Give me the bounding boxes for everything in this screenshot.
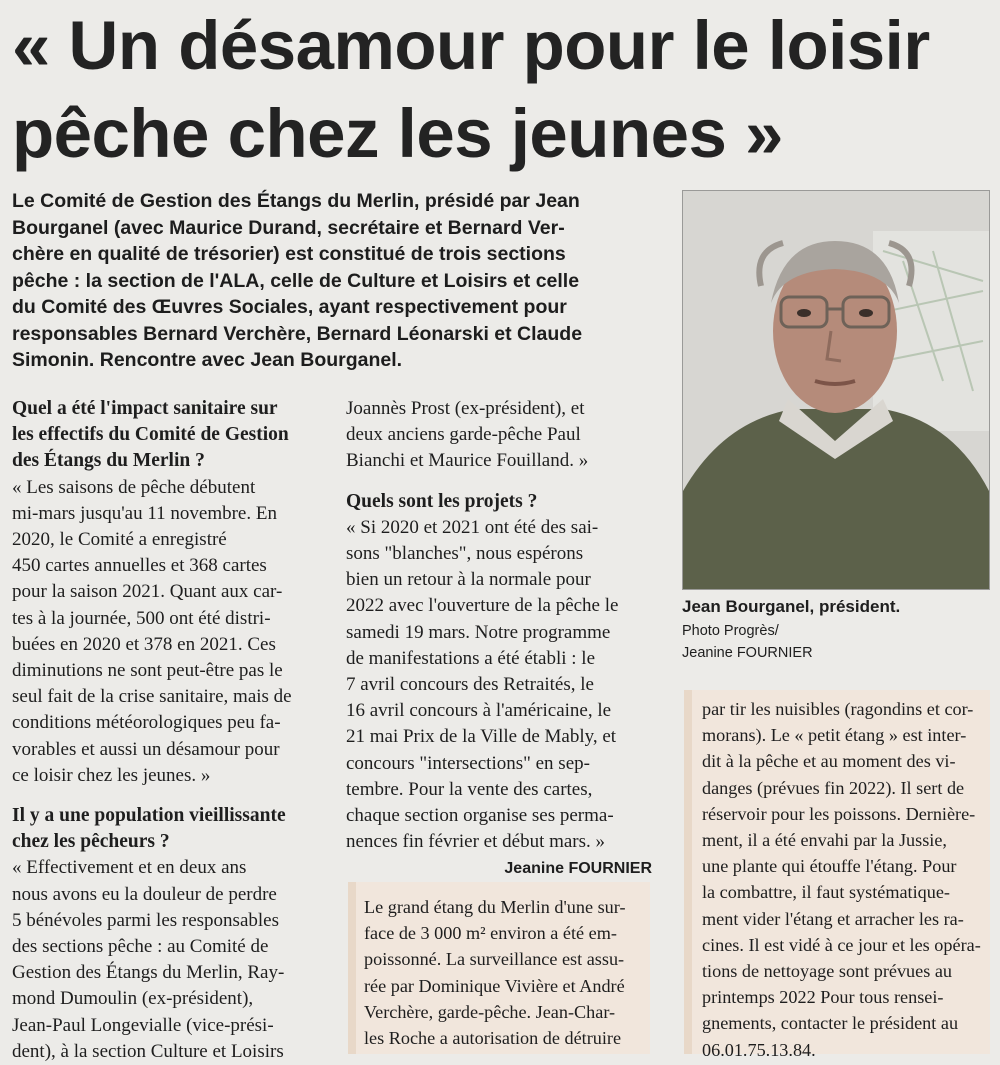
title-line: « Un désamour pour le loisir (12, 7, 930, 84)
question-population (12, 803, 324, 855)
answer-line: « Si 2020 et 2021 ont été des sai- (346, 516, 599, 538)
answer-line: nences fin février et début mars. » (346, 831, 606, 853)
answer-line: tes à la journée, 500 ont été distri- (12, 607, 271, 629)
credit-line: Photo Progrès/ (682, 623, 779, 639)
answer-line: 16 avril concours à l'américaine, le (346, 700, 612, 722)
answer-line: seul fait de la crise sanitaire, mais de (12, 686, 292, 708)
box-accent-bar (348, 882, 356, 1054)
answer-line: bien un retour à la normale pour (346, 569, 591, 591)
box-line: morans). Le « petit étang » est inter- (702, 725, 967, 746)
box-line: gnements, contacter le président au (702, 1013, 959, 1034)
box-line: 06.01.75.13.84. (702, 1039, 816, 1060)
question-line: les effectifs du Comité de Gestion (12, 424, 289, 446)
box-line: poissonné. La surveillance est assu- (364, 949, 625, 970)
lead-line: Simonin. Rencontre avec Jean Bourganel. (12, 349, 403, 371)
text-column-2 (346, 396, 652, 881)
lead-line: responsables Bernard Verchère, Bernard Léonarski et Claude (12, 322, 583, 345)
box-line: dit à la pêche et au moment des vi- (702, 751, 956, 772)
photo-caption (682, 594, 988, 664)
answer-population (12, 855, 324, 1065)
question-line: des Étangs du Merlin ? (12, 450, 205, 472)
caption-credit (682, 620, 988, 664)
lead-line: chère en qualité de trésorier) est constitué de trois sections (12, 243, 566, 265)
answer-line: chaque section organise ses perma- (346, 805, 614, 827)
answer-line: tembre. Pour la vente des cartes, (346, 778, 593, 800)
answer-projects (346, 515, 652, 856)
box-line: danges (prévues fin 2022). Il sert de (702, 777, 965, 798)
answer-line: deux anciens garde-pêche Paul (346, 424, 581, 446)
box-line: une plante qui étouffe l'étang. Pour (702, 856, 957, 877)
answer-line: sons "blanches", nous espérons (346, 543, 584, 565)
answer-line: vorables et aussi un désamour pour (12, 738, 280, 760)
box-line: tions de nettoyage sont prévues au (702, 961, 953, 982)
answer-line: diminutions ne sont peut-être pas le (12, 660, 283, 682)
sidebar-box-surveillance (348, 882, 650, 1054)
answer-impact (12, 475, 324, 789)
answer-line: 2020, le Comité a enregistré (12, 529, 227, 551)
box-line: réservoir pour les poissons. Dernière- (702, 803, 976, 824)
answer-line: 5 bénévoles parmi les responsables (12, 909, 279, 931)
answer-line: de manifestations a été établi : le (346, 647, 596, 669)
box-line: printemps 2022 Pour tous rensei- (702, 987, 944, 1008)
answer-line: concours "intersections" en sep- (346, 752, 590, 774)
answer-line: Joannès Prost (ex-président), et (346, 398, 585, 419)
question-projects (346, 489, 652, 515)
box-line: par tir les nuisibles (ragondins et cor- (702, 699, 974, 719)
answer-line: pour la saison 2021. Quant aux car- (12, 581, 283, 603)
question-line: Il y a une population vieillissante (12, 805, 286, 827)
title-line: pêche chez les jeunes » (12, 95, 783, 172)
lead-line: Bourganel (avec Maurice Durand, secrétaire et Bernard Ver- (12, 216, 565, 239)
article-title (12, 2, 992, 178)
question-line: Quels sont les projets ? (346, 490, 538, 512)
lead-line: du Comité des Œuvres Sociales, ayant respectivement pour (12, 296, 567, 318)
caption-title: Jean Bourganel, président. (682, 597, 901, 616)
portrait-illustration (683, 191, 989, 589)
box-line: cines. Il est vidé à ce jour et les opéra- (702, 934, 981, 955)
answer-line: 21 mai Prix de la Ville de Mably, et (346, 726, 617, 748)
answer-line: ce loisir chez les jeunes. » (12, 764, 211, 786)
box-line: les Roche a autorisation de détruire (364, 1028, 622, 1049)
box-line: ment, il a été envahi par la Jussie, (702, 830, 947, 851)
answer-population-continued (346, 396, 652, 475)
answer-line: nous avons eu la douleur de perdre (12, 883, 277, 905)
answer-line: conditions météorologiques peu fa- (12, 712, 281, 734)
author-signature: Jeanine FOURNIER (504, 860, 652, 878)
lead-line: Le Comité de Gestion des Étangs du Merlin, présidé par Jean (12, 190, 580, 212)
credit-line: Jeanine FOURNIER (682, 645, 813, 661)
answer-line: « Effectivement et en deux ans (12, 857, 247, 879)
answer-line: 450 cartes annuelles et 368 cartes (12, 555, 267, 577)
lead-line: pêche : la section de l'ALA, celle de Culture et Loisirs et celle (12, 269, 580, 292)
answer-line: 2022 avec l'ouverture de la pêche le (346, 595, 619, 617)
portrait-photo (682, 190, 990, 590)
question-line: Quel a été l'impact sanitaire sur (12, 398, 278, 419)
sidebar-box-petit-etang (684, 690, 990, 1060)
question-impact (12, 396, 324, 475)
box-line: la combattre, il faut systématique- (702, 882, 950, 903)
article-lead (12, 188, 662, 374)
box-line: Verchère, garde-pêche. Jean-Char- (364, 1001, 616, 1022)
answer-line: dent), à la section Culture et Loisirs (12, 1040, 284, 1062)
answer-line: 7 avril concours des Retraités, le (346, 674, 594, 696)
box-accent-bar (684, 690, 692, 1054)
answer-line: Gestion des Étangs du Merlin, Ray- (12, 962, 285, 984)
answer-line: « Les saisons de pêche débutent (12, 476, 256, 498)
answer-line: mond Dumoulin (ex-président), (12, 988, 254, 1010)
question-line: chez les pêcheurs ? (12, 831, 170, 853)
box-line: face de 3 000 m² environ a été em- (364, 923, 617, 944)
answer-line: mi-mars jusqu'au 11 novembre. En (12, 502, 277, 524)
box-line: ment vider l'étang et arracher les ra- (702, 908, 964, 929)
text-column-1 (12, 396, 324, 1065)
answer-line: des sections pêche : au Comité de (12, 936, 269, 958)
answer-line: samedi 19 mars. Notre programme (346, 621, 611, 643)
answer-line: Bianchi et Maurice Fouilland. » (346, 450, 589, 472)
box-line: Le grand étang du Merlin d'une sur- (364, 897, 626, 917)
answer-line: Jean-Paul Longevialle (vice-prési- (12, 1014, 274, 1036)
answer-line: buées en 2020 et 378 en 2021. Ces (12, 633, 276, 655)
box-line: rée par Dominique Vivière et André (364, 975, 625, 996)
